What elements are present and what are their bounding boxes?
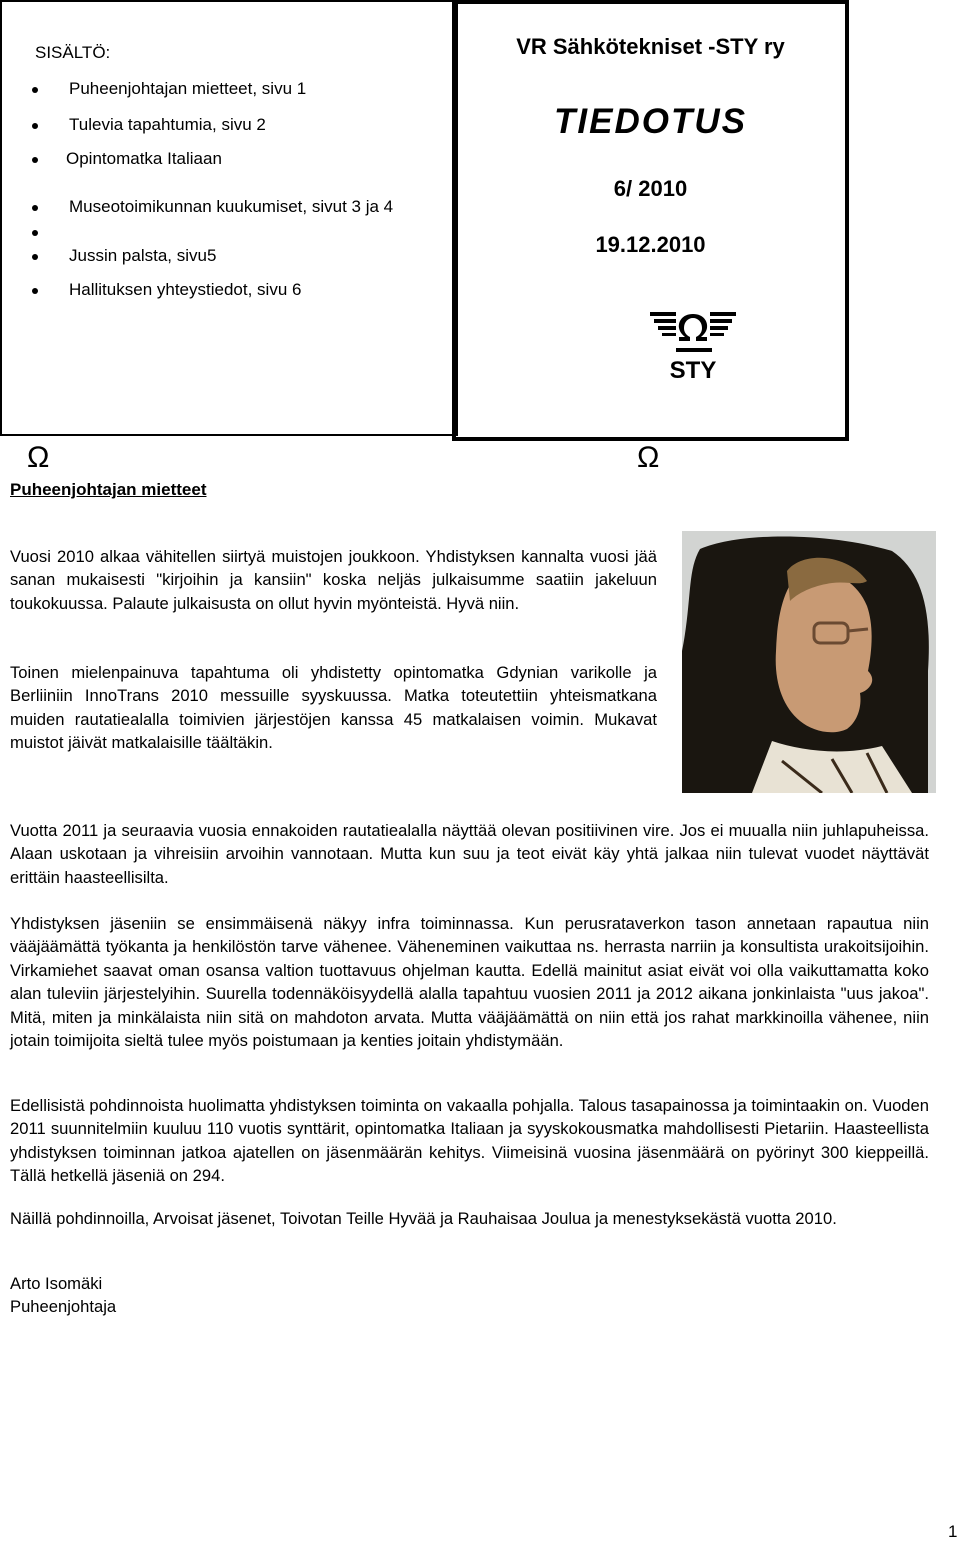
bullet-icon bbox=[32, 230, 38, 236]
sty-logo-icon bbox=[648, 304, 738, 384]
issue-number: 6/ 2010 bbox=[613, 176, 688, 201]
svg-text:STY: STY bbox=[669, 357, 717, 384]
organization-name: VR Sähkötekniset -STY ry bbox=[516, 34, 785, 59]
signature-name: Arto Isomäki bbox=[10, 1274, 103, 1293]
bullet-icon bbox=[32, 157, 38, 163]
paragraph: Vuotta 2011 ja seuraavia vuosia ennakoiden rautatiealalla näyttää olevan positiivinen vire. Jos ei muualla niin juhlapuheissa. Alaan uskotaan ja vihreisiin arvoihin vannotaan. Mutta kun suu ja teot eivät käy yhtä jalkaa niin tulevat vuodet näyttävät erittäin haasteellisilta. bbox=[10, 821, 929, 887]
paragraph: Näillä pohdinnoilla, Arvoisat jäsenet, Toivotan Teille Hyvää ja Rauhaisaa Joulua ja menestyksekästä vuotta 2010. bbox=[10, 1209, 837, 1228]
signature-role: Puheenjohtaja bbox=[10, 1297, 117, 1316]
section-title: Puheenjohtajan mietteet bbox=[10, 480, 207, 499]
bullet-icon bbox=[32, 288, 38, 294]
bullet-icon bbox=[32, 205, 38, 211]
paragraph: Vuosi 2010 alkaa vähitellen siirtyä muistojen joukkoon. Yhdistyksen kannalta vuosi jää sanan mukaisesti "kirjoihin ja kansiin" koska neljäs julkaisumme saatiin jakeluun toukokuussa. Palaute julkaisusta on ollut hyvin myönteistä. Hyvä niin. bbox=[10, 547, 657, 613]
newsletter-header bbox=[452, 0, 849, 441]
chairman-photo bbox=[682, 531, 936, 793]
portrait-image bbox=[682, 531, 936, 793]
paragraph: Edellisistä pohdinnoista huolimatta yhdistyksen toiminta on vakaalla pohjalla. Talous tasapainossa ja toimintaakin on. Vuoden 2011 suunnitelmiin kuuluu 110 vuotis synttärit, opintomatka Italiaan ja syyskokousmatka mahdollisesti Pietariin. Haasteellista yhdistyksen toiminnan jatkoa ajatellen on jäsenmäärän kehitys. Viimeisinä vuosina jäsenmäärä on pyörinyt 300 kieppeillä. Tällä hetkellä jäseniä on 294. bbox=[10, 1096, 929, 1186]
page-number: 1 bbox=[948, 1522, 958, 1541]
paragraph: Yhdistyksen jäseniin se ensimmäisenä näkyy infra toiminnassa. Kun perusrataverkon tason annetaan rapautua niin vääjäämättä työkanta ja henkilöstön tarve vähenee. Väheneminen vaikuttaa ns. herrasta narriin ja konsultista urakoitsijoihin. Virkamiehet saavat oman osansa valtion tuottavuus ohjelman kautta. Edellä mainitut asiat eivät voi olla vaikuttamatta koko alan tuleviin järjestelyihin. Suurella todennäköisyydellä alalla tapahtuu vuosien 2011 ja 2012 aikana jonkinlaista "uus jakoa". Mitä, miten ja minkälaista niin sitä on mahdoton arvata. Mutta vääjäämättä on niin että jos rahat markkinoilla vähenee, niin jotain toimijoita sieltä tulee myös poistumaan ja kenties joitain yhdistymään. bbox=[10, 914, 929, 1051]
newsletter-title: TIEDOTUS bbox=[554, 102, 747, 141]
bullet-icon bbox=[32, 123, 38, 129]
omega-symbol: Ω bbox=[637, 441, 660, 474]
table-of-contents: SISÄLTÖ: Puheenjohtajan mietteet, sivu 1 Tulevia tapahtumia, sivu 2 Opintomatka Italiaan Museotoimikunnan kuukumiset, sivut 3 ja 4 Jussin palsta, sivu5 Hallituksen yhteystiedot, sivu 6 bbox=[0, 0, 458, 436]
paragraph: Toinen mielenpainuva tapahtuma oli yhdistetty opintomatka Gdynian varikolle ja Berliiniin InnoTrans 2010 messuille syyskuussa. Matka toteutettiin yhteismatkana muiden rautatiealalla toimivien järjestöjen kanssa 45 matkalaisen voimin. Mukavat muistot jäivät matkalaisille täältäkin. bbox=[10, 663, 657, 753]
issue-date: 19.12.2010 bbox=[595, 232, 706, 257]
omega-symbol: Ω bbox=[27, 441, 50, 474]
toc-title: SISÄLTÖ: bbox=[35, 43, 111, 62]
bullet-icon bbox=[32, 87, 38, 93]
bullet-icon bbox=[32, 254, 38, 260]
